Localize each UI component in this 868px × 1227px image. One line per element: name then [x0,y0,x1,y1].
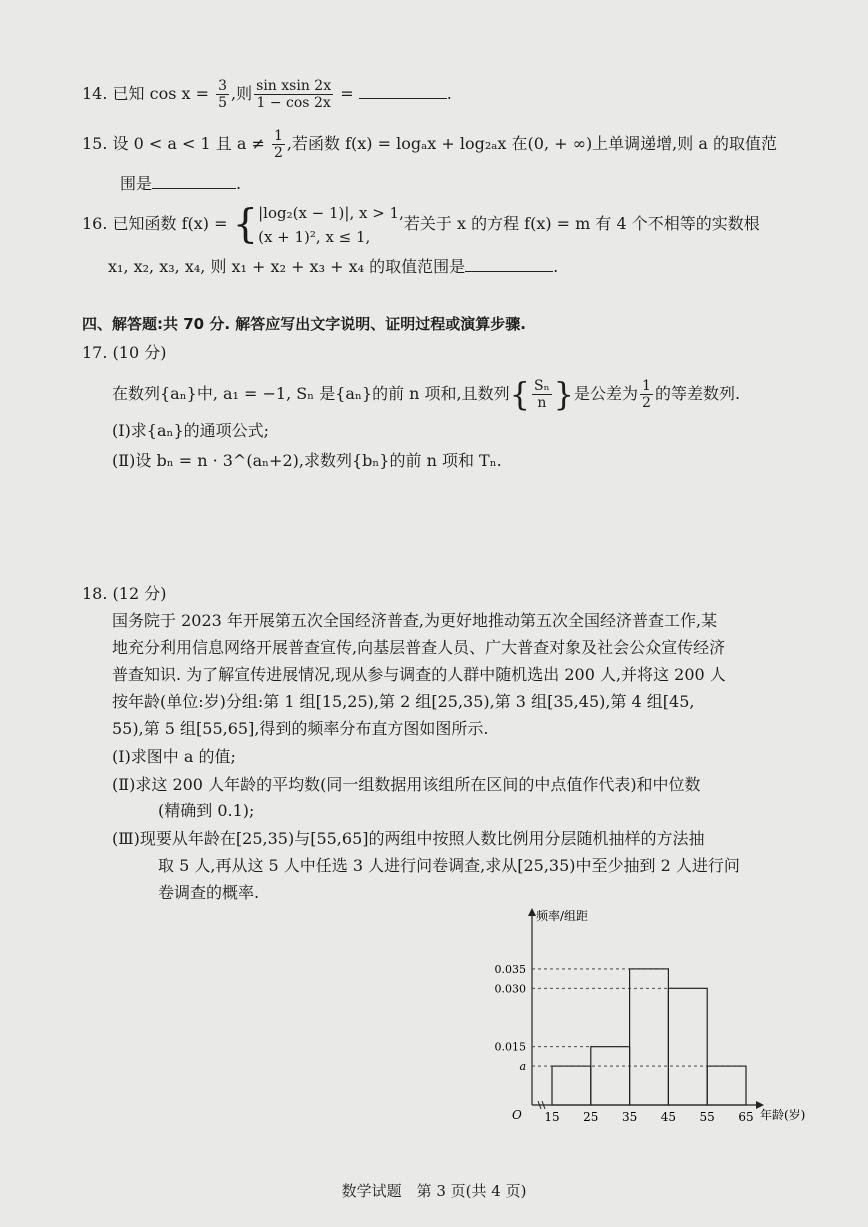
q14-fraction [216,78,229,111]
x-tick-label: 15 [544,1110,560,1124]
q17-half-num: 1 [642,378,651,394]
y-tick-label: 0.035 [494,962,526,976]
q17-half-fraction [640,378,653,411]
q17-frac-num: Sₙ [534,378,550,394]
q16-cases [258,201,404,249]
y-axis-arrow [528,908,536,916]
q18-part3-l2: 取 5 人,再从这 5 人中任选 3 人进行问卷调查,求从[25,35)中至少抽到 2 人进行问 [158,856,740,875]
q15-line2: 围是 [120,174,153,193]
q18-part3-l3: 卷调查的概率. [158,883,260,902]
q18-line-3: 普查知识. 为了解宣传进展情况,现从参与调查的人群中随机选出 200 人,并将这 200 人 [112,665,726,684]
q15-answer-blank[interactable] [152,172,236,189]
section-heading: 四、解答题:共 70 分. 解答应写出文字说明、证明过程或演算步骤. [82,315,526,333]
y-tick-label: a [519,1060,526,1074]
x-tick-label: 25 [583,1110,599,1124]
q14-expr-num: sin xsin 2x [256,78,332,94]
q17-body-pre: 在数列{aₙ}中, a₁ = −1, Sₙ 是{aₙ}的前 n 项和,且数列 [112,384,510,403]
q15-fraction [272,128,285,161]
q15-frac-den: 2 [273,145,283,161]
histogram-bar [668,988,707,1105]
q15-frac-num: 1 [273,128,283,144]
question-17-part1: (Ⅰ)求{aₙ}的通项公式; [112,421,270,440]
q14-text: 14. 已知 cos x = [82,84,215,103]
x-axis-label: 年龄(岁) [760,1108,806,1122]
q14-frac-den: 5 [218,95,228,111]
histogram-bar [552,1066,591,1105]
q17-sn-fraction [532,378,552,411]
q15-text-post: ,若函数 f(x) = logₐx + log₂ₐx 在(0, + ∞)上单调递增,则 a 的取值范 [286,134,777,153]
question-16 [82,200,760,249]
question-17-body [112,372,740,416]
frequency-histogram [480,900,840,1140]
q16-end: . [553,257,559,276]
q14-text-mid: ,则 [231,84,253,103]
question-15-line2 [120,172,241,195]
x-tick-label: 65 [738,1110,754,1124]
q16-case2: (x + 1)², x ≤ 1, [258,227,371,246]
q15-end: . [236,174,242,193]
page-footer: 数学试题 第 3 页(共 4 页) [341,1182,527,1200]
histogram-bar [630,969,669,1105]
q16-case1: |log₂(x − 1)|, x > 1, [258,203,404,222]
q14-expression [254,78,333,111]
origin-label: O [512,1108,522,1122]
q18-part2-l2: (精确到 0.1); [158,801,255,820]
q14-frac-num: 3 [218,78,228,94]
question-17-title: 17. (10 分) [82,343,167,362]
q18-part3-l1: (Ⅲ)现要从年龄在[25,35)与[55,65]的两组中按照人数比例用分层随机抽样的方法抽 [112,829,705,848]
q17-brace-close: } [553,375,575,414]
q16-brace: { [232,201,259,248]
q18-line-2: 地充分利用信息网络开展普查宣传,向基层普查人员、广大普查对象及社会公众宣传经济 [112,638,726,657]
x-tick-label: 55 [699,1110,715,1124]
q15-text: 15. 设 0 < a < 1 且 a ≠ [82,134,270,153]
q17-half-den: 2 [642,395,651,411]
q14-answer-blank[interactable] [359,82,447,99]
y-axis-label: 频率/组距 [536,909,589,923]
q18-line-5: 55),第 5 组[55,65],得到的频率分布直方图如图所示. [112,719,489,738]
question-18-title: 18. (12 分) [82,584,167,603]
histogram-bar [591,1047,630,1105]
q16-line2: x₁, x₂, x₃, x₄, 则 x₁ + x₂ + x₃ + x₄ 的取值范围是 [108,257,466,276]
x-tick-label: 35 [621,1110,638,1124]
q16-answer-blank[interactable] [465,255,553,272]
y-tick-label: 0.015 [494,1040,526,1054]
q17-brace-open: { [509,375,530,414]
q17-body-post: 的等差数列. [654,384,741,403]
q16-text-post: 若关于 x 的方程 f(x) = m 有 4 个不相等的实数根 [403,214,760,233]
question-17-part2: (Ⅱ)设 bₙ = n · 3^(aₙ+2),求数列{bₙ}的前 n 项和 Tₙ. [112,451,502,470]
question-16-line2 [108,255,558,278]
q18-line-4: 按年龄(单位:岁)分组:第 1 组[15,25),第 2 组[25,35),第 3 组[35,45),第 4 组[45, [112,692,695,711]
question-14 [82,78,452,111]
q14-end: . [446,84,452,103]
q14-text-post: = [335,84,359,103]
histogram-bar [707,1066,746,1105]
q18-part2-l1: (Ⅱ)求这 200 人年龄的平均数(同一组数据用该组所在区间的中点值作代表)和中位数 [112,775,701,794]
q17-body-mid: 是公差为 [574,384,639,403]
q17-frac-den: n [537,395,547,411]
q18-line-1: 国务院于 2023 年开展第五次全国经济普查,为更好地推动第五次全国经济普查工作,某 [112,611,718,630]
q18-part1: (Ⅰ)求图中 a 的值; [112,747,236,766]
question-15 [82,128,777,161]
q16-text: 16. 已知函数 f(x) = [82,214,233,233]
y-tick-label: 0.030 [494,982,526,996]
x-tick-label: 45 [660,1110,677,1124]
q14-expr-den: 1 − cos 2x [256,95,331,111]
